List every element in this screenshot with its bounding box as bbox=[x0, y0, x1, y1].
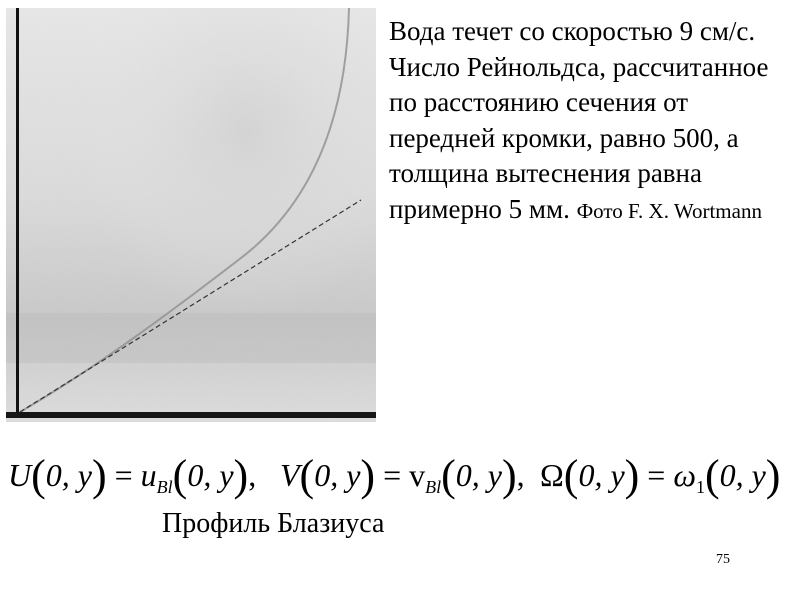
term2-equals: = bbox=[383, 457, 402, 493]
term2-arg: 0, y bbox=[314, 457, 361, 493]
term3-arg: 0, y bbox=[578, 457, 625, 493]
equation-term-u: U(0, $y) = u_{Bl}(0$, y), bbox=[8, 451, 257, 500]
equation-term-v: V(0, $y) = v_{Bl}(0$, y), bbox=[280, 451, 525, 500]
term3-lhs: Ω bbox=[540, 457, 564, 493]
description-text bbox=[389, 14, 789, 229]
leading-edge-vertical-line bbox=[16, 8, 19, 418]
term2-rhs-arg: 0, y bbox=[455, 457, 502, 493]
term2-rhs-sub: Bl bbox=[425, 477, 442, 497]
term3-rhs-fn: ω bbox=[673, 457, 696, 493]
equation-term-omega: Ω(0, $y) = \omega_1(0$, y) bbox=[540, 451, 781, 500]
term2-comma: , bbox=[516, 457, 525, 493]
term2-lhs: V bbox=[280, 457, 300, 493]
term1-rhs-arg: 0, y bbox=[187, 457, 234, 493]
term3-rhs-arg: 0, y bbox=[719, 457, 766, 493]
term2-rhs-fn: v bbox=[409, 457, 426, 493]
term3-equals: = bbox=[647, 457, 666, 493]
caption: Профиль Блазиуса bbox=[162, 508, 385, 539]
term1-rhs-fn: u bbox=[140, 457, 157, 493]
term1-rhs-sub: Bl bbox=[156, 477, 173, 497]
boundary-conditions-equation bbox=[8, 436, 788, 498]
term1-lhs: U bbox=[8, 457, 32, 493]
term1-comma: , bbox=[248, 457, 257, 493]
term3-rhs-sub: 1 bbox=[695, 477, 705, 497]
term1-arg: 0, y bbox=[45, 457, 92, 493]
term1-equals: = bbox=[114, 457, 133, 493]
page-number: 75 bbox=[716, 552, 730, 567]
boundary-layer-photo bbox=[6, 8, 376, 422]
description-body: Вода течет со скоростью 9 см/с. Число Рейнольдса, рассчитанное по расстоянию сечения от передней кромки, равно 500, а толщина вытеснения равна примерно 5 мм. bbox=[389, 16, 769, 224]
photo-credit: Фото F. X. Wortmann bbox=[576, 198, 762, 223]
flat-plate bbox=[6, 412, 376, 418]
